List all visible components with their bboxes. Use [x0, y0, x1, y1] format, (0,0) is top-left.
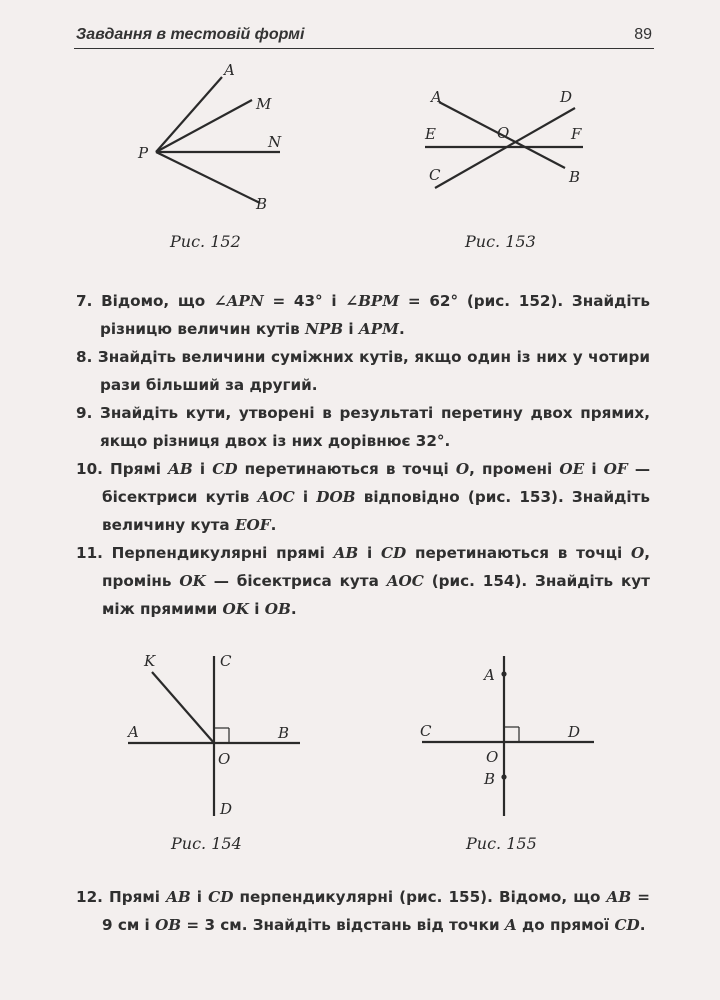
label-c: C — [420, 722, 432, 740]
figure-155 — [412, 650, 602, 825]
ray-pb — [156, 152, 260, 203]
problem-7: 7. Відомо, що ∠APN = 43° і ∠BPM = 62° (рис. 152). Знайдіть різницю величин кутів NPB і APM. — [76, 292, 650, 338]
problem-12: 12. Прямі AB і CD перпендикулярні (рис. 155). Відомо, що AB = 9 см і OB = 3 см. Знайдіть відстань від точки A до прямої CD. — [76, 888, 651, 934]
label-a: A — [484, 666, 495, 684]
label-d: D — [560, 88, 573, 106]
problem-11: 11. Перпендикулярні прямі AB і CD перетинаються в точці O, промінь OK — бісектриса кута AOC (рис. 154). Знайдіть кут між прямими OK і OB. — [76, 544, 651, 618]
label-k: K — [144, 652, 156, 670]
label-b: B — [278, 724, 290, 742]
label-b: B — [484, 770, 496, 788]
label-e: E — [425, 125, 436, 143]
point-a — [501, 671, 506, 676]
caption-155: Рис. 155 — [466, 834, 537, 853]
label-p: P — [138, 144, 149, 162]
label-d: D — [568, 723, 581, 741]
label-a: A — [128, 723, 139, 741]
caption-153: Рис. 153 — [465, 232, 536, 251]
label-o: O — [486, 748, 499, 766]
label-a: A — [431, 88, 442, 106]
label-o: O — [497, 124, 510, 142]
ray-ok — [152, 672, 214, 743]
label-m: M — [256, 95, 272, 113]
problem-9: 9. Знайдіть кути, утворені в результаті перетину двох прямих, якщо різниця двох із них дорівнює 32°. — [76, 404, 650, 450]
problem-10: 10. Прямі AB і CD перетинаються в точці O, промені OE і OF — бісектриси кутів AOC і DOB відповідно (рис. 153). Знайдіть величину кута EOF. — [76, 460, 651, 534]
label-c: C — [429, 166, 441, 184]
caption-152: Рис. 152 — [170, 232, 241, 251]
ray-pa — [156, 77, 222, 152]
label-f: F — [571, 125, 582, 143]
figure-154 — [120, 650, 310, 825]
problem-8: 8. Знайдіть величини суміжних кутів, якщо один із них у чотири рази більший за другий. — [76, 348, 650, 394]
point-b — [501, 774, 506, 779]
figure-153 — [415, 80, 595, 200]
label-n: N — [268, 133, 282, 151]
label-a: A — [224, 61, 235, 79]
page-header — [74, 22, 654, 49]
label-c: C — [220, 652, 232, 670]
caption-154: Рис. 154 — [171, 834, 242, 853]
label-b: B — [569, 168, 581, 186]
label-o: O — [218, 750, 231, 768]
label-b: B — [256, 195, 268, 213]
page-number: 89 — [634, 26, 652, 43]
running-title: Завдання в тестовій формі — [76, 26, 305, 43]
label-d: D — [220, 800, 233, 818]
ray-pm — [156, 100, 252, 152]
figure-152 — [130, 55, 310, 225]
